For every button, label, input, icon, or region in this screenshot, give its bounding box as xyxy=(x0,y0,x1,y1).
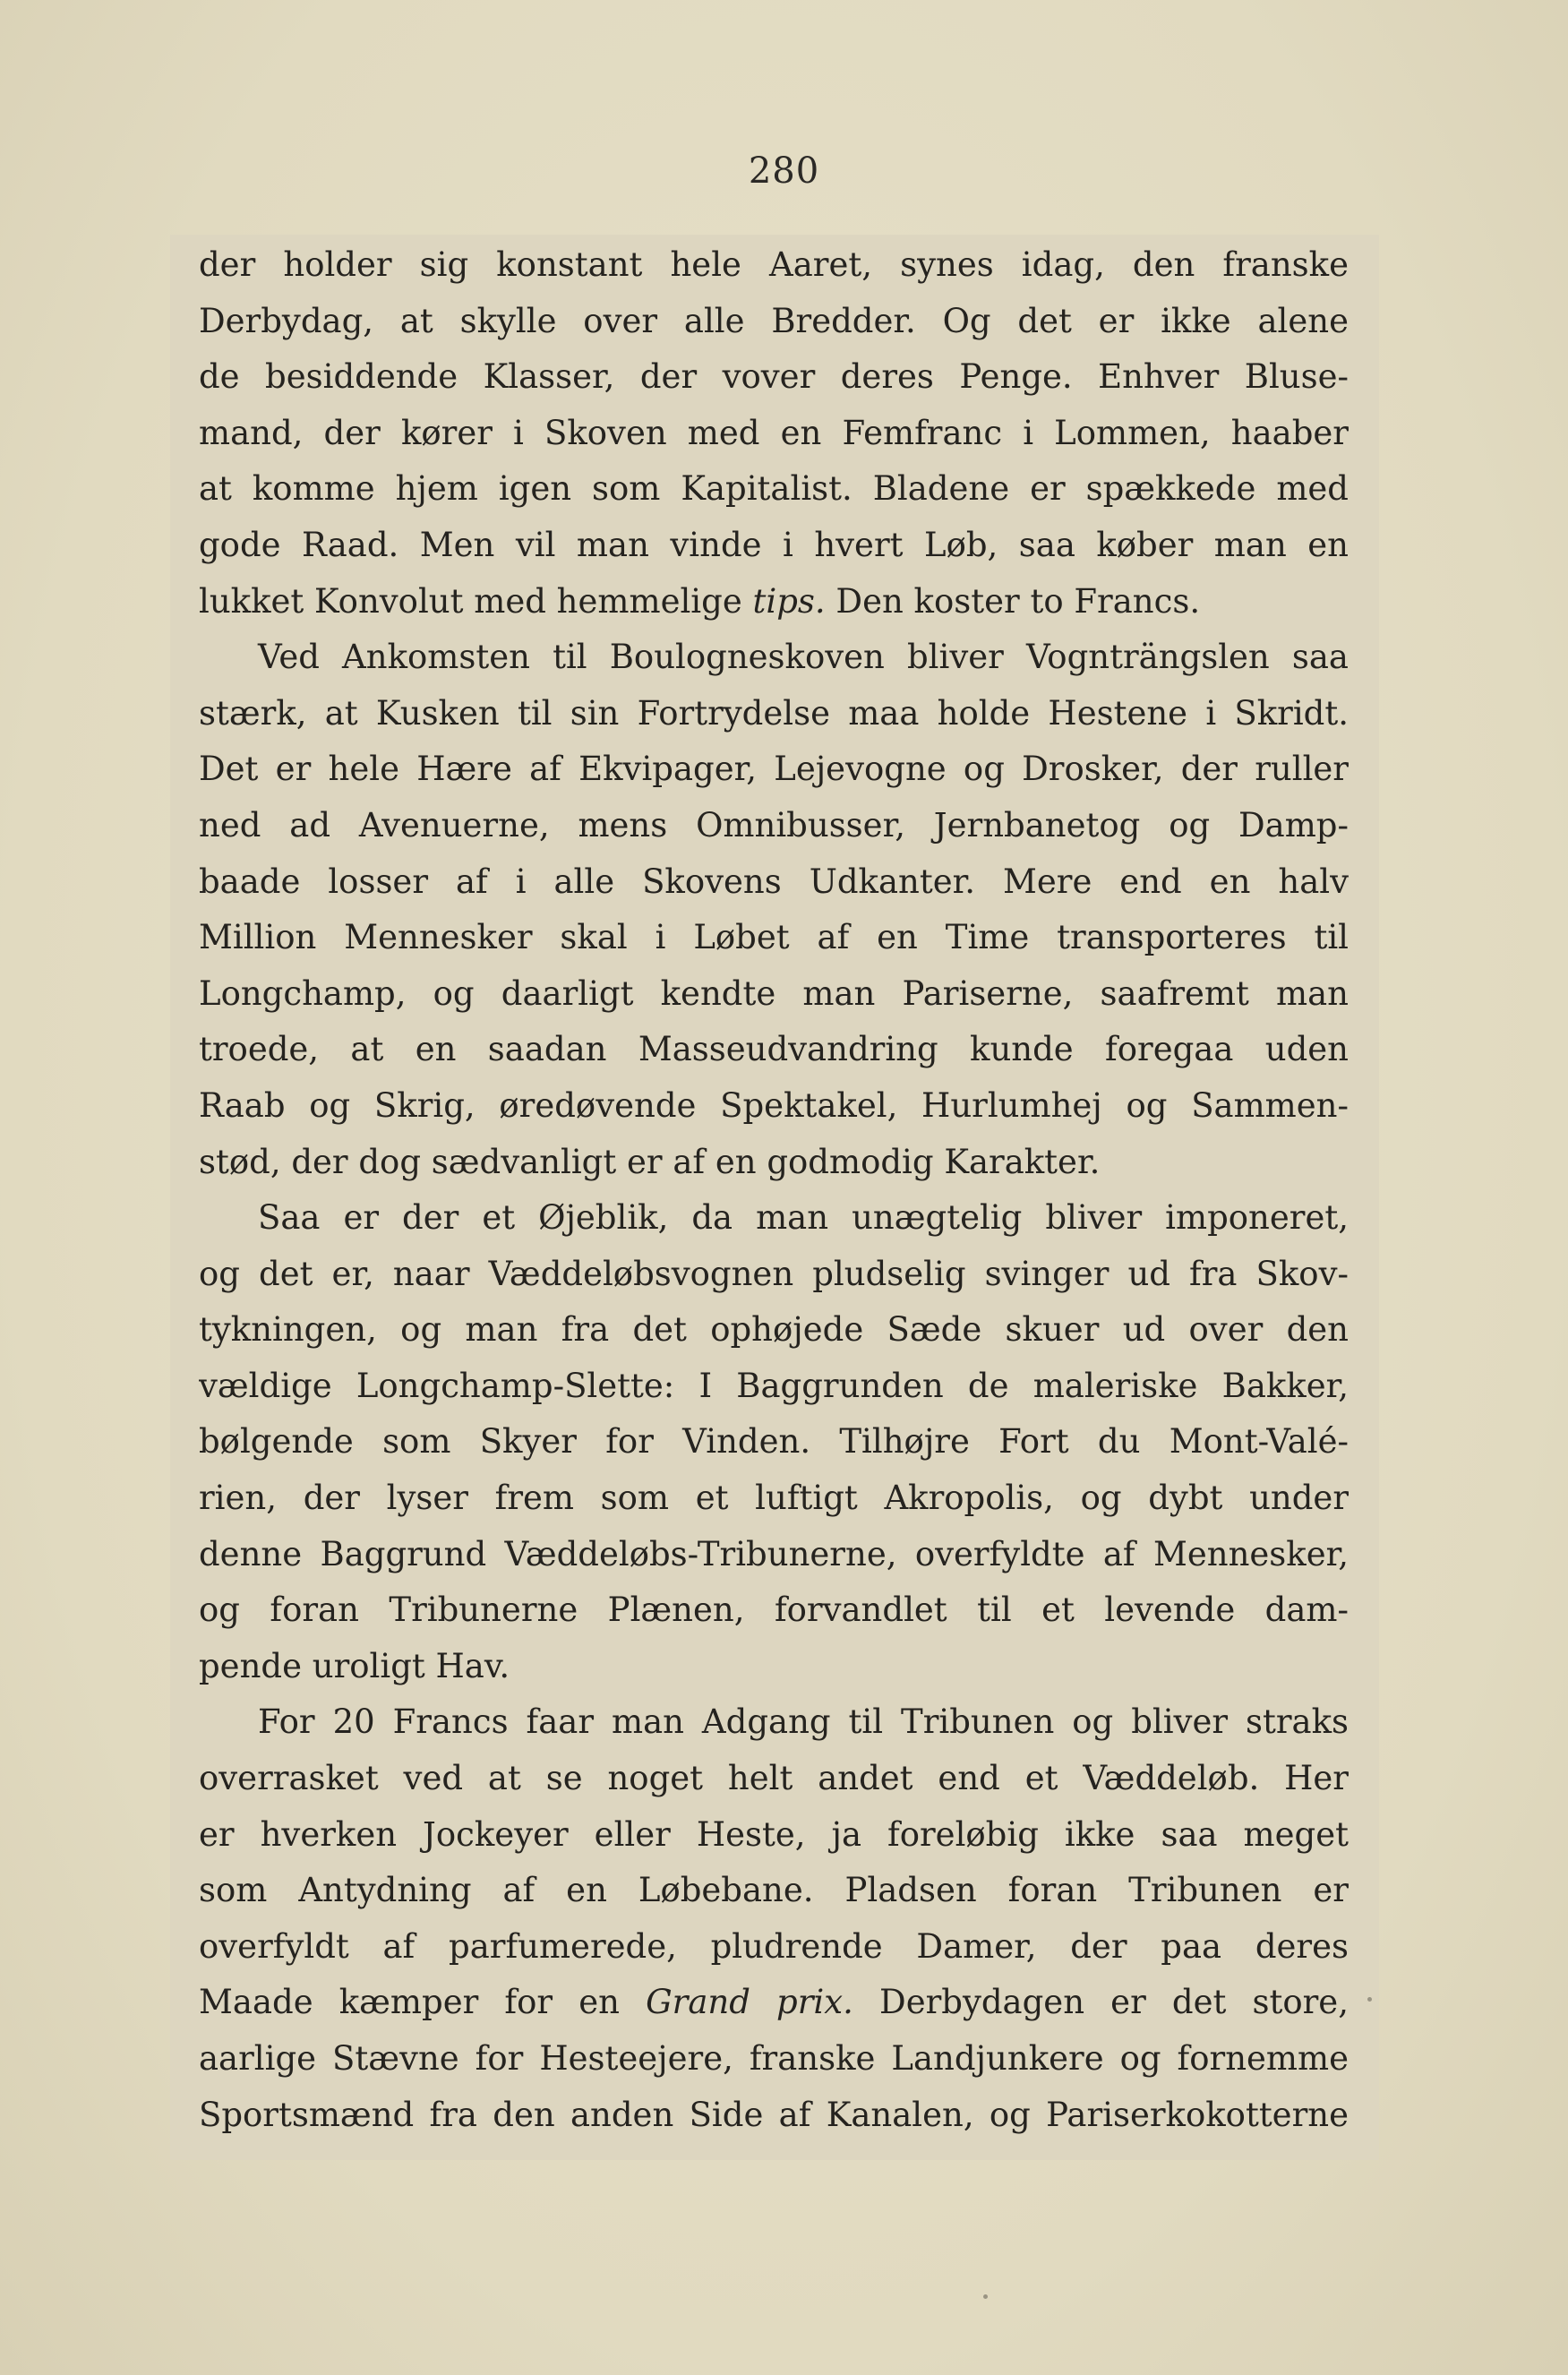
text-line: overfyldt af parfumerede, pludrende Damer, der paa deres xyxy=(199,1926,1349,1966)
text-line: gode Raad. Men vil man vinde i hvert Løb, saa køber man en xyxy=(199,525,1349,564)
text-line: Saa er der et Øjeblik, da man unægtelig bliver imponeret, xyxy=(258,1198,1349,1238)
speck-mark xyxy=(1367,1997,1372,2002)
speck-mark xyxy=(983,2294,988,2299)
text-line: tykningen, og man fra det ophøjede Sæde skuer ud over den xyxy=(199,1310,1349,1350)
text-line: troede, at en saadan Masseudvandring kunde foregaa uden xyxy=(199,1030,1349,1069)
text-line: denne Baggrund Væddeløbs-Tribunerne, overfyldte af Mennesker, xyxy=(199,1534,1349,1573)
text-line: Ved Ankomsten til Boulogneskoven bliver Vognträngslen saa xyxy=(258,638,1349,677)
body-text xyxy=(199,237,1349,2143)
text-line: vældige Longchamp-Slette: I Baggrunden de maleriske Bakker, xyxy=(199,1366,1349,1405)
text-line: at komme hjem igen som Kapitalist. Bladene er spækkede med xyxy=(199,469,1349,509)
text-line xyxy=(199,1975,1349,2031)
text-line: Sportsmænd fra den anden Side af Kanalen, og Pariserkokotterne xyxy=(199,2095,1349,2134)
text-line: overrasket ved at se noget helt andet end et Væddeløb. Her xyxy=(199,1759,1349,1798)
text-line: mand, der kører i Skoven med en Femfranc i Lommen, haaber xyxy=(199,413,1349,452)
text-line: Million Mennesker skal i Løbet af en Time transporteres til xyxy=(199,918,1349,957)
text-line: stærk, at Kusken til sin Fortrydelse maa holde Hestene i Skridt. xyxy=(199,693,1349,733)
text-line: og foran Tribunerne Plænen, forvandlet til et levende dam- xyxy=(199,1590,1349,1630)
text-line: er hverken Jockeyer eller Heste, ja foreløbig ikke saa meget xyxy=(199,1814,1349,1854)
text-line: bølgende som Skyer for Vinden. Tilhøjre Fort du Mont-Valé- xyxy=(199,1422,1349,1462)
text-line: pende uroligt Hav. xyxy=(199,1646,510,1685)
text-line: ned ad Avenuerne, mens Omnibusser, Jernbanetog og Damp- xyxy=(199,805,1349,845)
text-line: For 20 Francs faar man Adgang til Tribunen og bliver straks xyxy=(258,1702,1349,1742)
text-line: baade losser af i alle Skovens Udkanter. Mere end en halv xyxy=(199,862,1349,901)
text-line: Raab og Skrig, øredøvende Spektakel, Hurlumhej og Sammen- xyxy=(199,1085,1349,1125)
text-line: Det er hele Hære af Ekvipager, Lejevogne og Drosker, der ruller xyxy=(199,750,1349,789)
text-line: stød, der dog sædvanligt er af en godmodig Karakter. xyxy=(199,1142,1101,1181)
text-line: og det er, naar Væddeløbsvognen pludselig svinger ud fra Skov- xyxy=(199,1254,1349,1293)
text-line: Longchamp, og daarligt kendte man Pariserne, saafremt man xyxy=(199,973,1349,1013)
text-line: aarlige Stævne for Hesteejere, franske Landjunkere og fornemme xyxy=(199,2039,1349,2078)
text-segment: Maade kæmper for en xyxy=(199,1983,647,2022)
italic-phrase: Grand prix. xyxy=(646,1983,853,2022)
page-number: 280 xyxy=(748,150,820,192)
text-segment: Derbydagen er det store, xyxy=(853,1983,1349,2022)
text-line: som Antydning af en Løbebane. Pladsen foran Tribunen er xyxy=(199,1871,1349,1910)
text-line xyxy=(199,574,1349,630)
text-segment: Den koster to Francs. xyxy=(825,581,1201,621)
text-line: rien, der lyser frem som et luftigt Akropolis, og dybt under xyxy=(199,1479,1349,1518)
text-line: Derbydag, at skylle over alle Bredder. Og det er ikke alene xyxy=(199,301,1349,340)
text-line: de besiddende Klasser, der vover deres Penge. Enhver Bluse- xyxy=(199,357,1349,397)
text-segment: lukket Konvolut med hemmelige xyxy=(199,581,753,621)
italic-word: tips. xyxy=(752,581,826,621)
text-line: der holder sig konstant hele Aaret, synes idag, den franske xyxy=(199,245,1349,284)
